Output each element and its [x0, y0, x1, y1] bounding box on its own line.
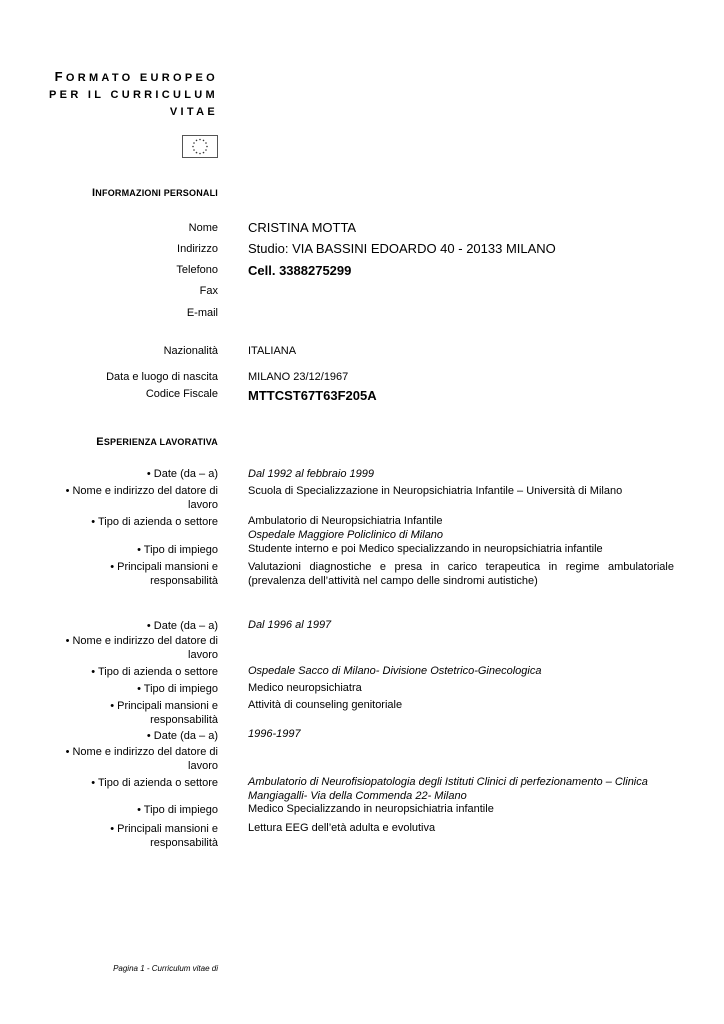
label-fax: Fax [199, 285, 218, 297]
page-footer: Pagina 1 - Curriculum vitae di [113, 964, 218, 973]
section-personal-info: INFORMAZIONI PERSONALI [92, 187, 218, 199]
label-duties: • Principali mansioni e responsabilità [110, 561, 218, 587]
label-sector: • Tipo di azienda o settore [91, 666, 218, 678]
entry3-sector: Ambulatorio di Neurofisiopatologia degli Istituti Clinici di perfezionamento – Clinica Mangiagalli- Via della Commenda 22- Milano [248, 776, 648, 802]
label-codice-fiscale: Codice Fiscale [145, 388, 218, 400]
cv-title-line-3: VITAE [169, 106, 218, 118]
entry1-sector-line-2: Ospedale Maggiore Policlinico di Milano [248, 529, 444, 541]
label-date: • Date (da – a) [146, 620, 218, 632]
label-duties: • Principali mansioni e responsabilità [110, 823, 218, 849]
label-employer [40, 484, 218, 512]
label-employer-line-2: lavoro [188, 499, 218, 511]
eu-flag-icon [182, 135, 218, 158]
label-employer-line-1: • Nome e indirizzo del datore di [65, 635, 218, 647]
label-date: • Date (da – a) [146, 468, 218, 480]
entry1-duties: Valutazioni diagnostiche e presa in carico terapeutica in regime ambulatoriale (prevalenza dell’attività nel campo delle sindromi autistiche) [248, 561, 674, 587]
label-employer [40, 634, 218, 662]
entry2-sector: Ospedale Sacco di Milano- Divisione Ostetrico-Ginecologica [248, 665, 542, 677]
cv-title-line-2: PER IL CURRICULUM [49, 89, 218, 101]
value-data-nascita: MILANO 23/12/1967 [248, 371, 349, 383]
label-job-type: • Tipo di impiego [137, 804, 218, 816]
label-email: E-mail [186, 307, 218, 319]
value-indirizzo: Studio: VIA BASSINI EDOARDO 40 - 20133 MILANO [248, 241, 556, 256]
entry1-sector [248, 514, 674, 542]
label-employer-line-1: • Nome e indirizzo del datore di [65, 746, 218, 758]
value-nazionalita: ITALIANA [248, 345, 297, 357]
value-telefono: Cell. 3388275299 [248, 263, 352, 278]
label-job-type: • Tipo di impiego [137, 544, 218, 556]
entry3-duties: Lettura EEG dell’età adulta e evolutiva [248, 822, 436, 834]
label-date: • Date (da – a) [146, 730, 218, 742]
entry3-date: 1996-1997 [248, 728, 301, 740]
label-sector: • Tipo di azienda o settore [91, 777, 218, 789]
entry1-sector-line-1: Ambulatorio di Neuropsichiatria Infantile [248, 515, 443, 527]
label-job-type: • Tipo di impiego [137, 683, 218, 695]
label-indirizzo: Indirizzo [177, 243, 218, 255]
entry1-date: Dal 1992 al febbraio 1999 [248, 468, 374, 480]
entry2-job-type: Medico neuropsichiatra [248, 682, 362, 694]
cv-title-line-1: FORMATO EUROPEO [54, 69, 218, 84]
section-work-experience: ESPERIENZA LAVORATIVA [96, 436, 218, 448]
entry1-employer: Scuola di Specializzazione in Neuropsichiatria Infantile – Università di Milano [248, 485, 623, 497]
label-employer-line-1: • Nome e indirizzo del datore di [65, 485, 218, 497]
label-nome: Nome [188, 222, 218, 234]
label-employer-line-2: lavoro [188, 760, 218, 772]
label-telefono: Telefono [176, 264, 218, 276]
label-employer [40, 745, 218, 773]
label-data-nascita: Data e luogo di nascita [106, 371, 218, 383]
cv-title [40, 68, 218, 121]
entry1-job-type: Studente interno e poi Medico specializzando in neuropsichiatria infantile [248, 543, 603, 555]
value-codice-fiscale: MTTCST67T63F205A [248, 388, 377, 403]
label-duties: • Principali mansioni e responsabilità [110, 700, 218, 726]
entry2-date: Dal 1996 al 1997 [248, 619, 332, 631]
label-nazionalita: Nazionalità [163, 345, 218, 357]
entry3-job-type: Medico Specializzando in neuropsichiatria infantile [248, 803, 494, 815]
label-sector: • Tipo di azienda o settore [91, 516, 218, 528]
entry2-duties: Attività di counseling genitoriale [248, 699, 403, 711]
value-nome: CRISTINA MOTTA [248, 220, 357, 235]
label-employer-line-2: lavoro [188, 649, 218, 661]
